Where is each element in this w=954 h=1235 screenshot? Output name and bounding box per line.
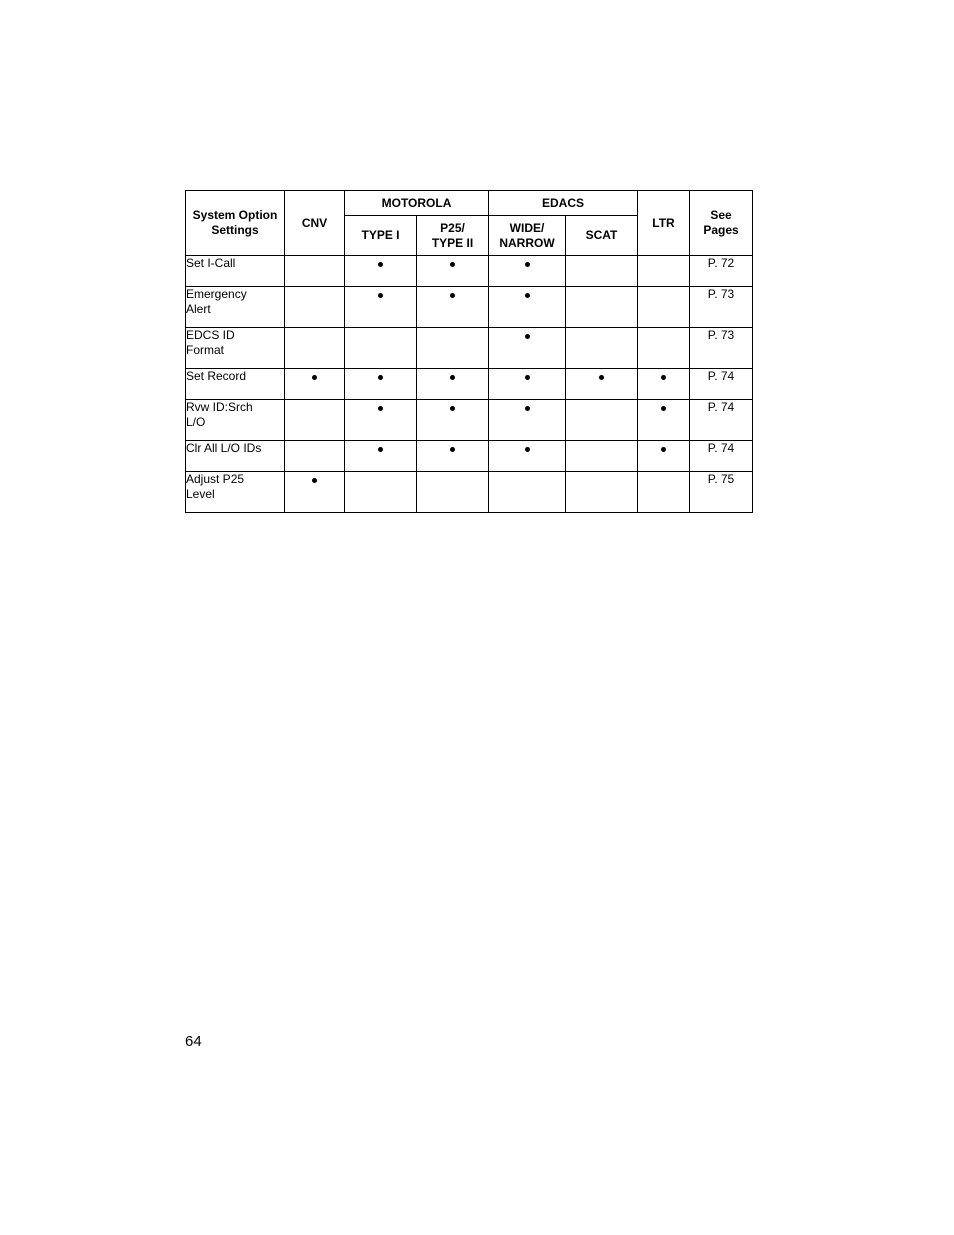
bullet-icon <box>450 375 455 380</box>
support-cell-p25 <box>417 287 489 328</box>
support-cell-p25 <box>417 400 489 441</box>
support-cell-scat <box>566 400 638 441</box>
support-cell-scat <box>566 328 638 369</box>
support-cell-wide <box>489 441 566 472</box>
setting-name <box>186 256 285 287</box>
support-cell-type1 <box>345 472 417 513</box>
setting-name <box>186 400 285 441</box>
table-row <box>186 369 753 400</box>
header-ltr: LTR <box>638 191 690 256</box>
see-page-ref: P. 73 <box>690 328 753 369</box>
table-row <box>186 472 753 513</box>
bullet-icon <box>450 406 455 411</box>
bullet-icon <box>525 406 530 411</box>
support-cell-ltr <box>638 400 690 441</box>
support-cell-cnv <box>285 369 345 400</box>
bullet-icon <box>312 375 317 380</box>
table-row <box>186 328 753 369</box>
support-cell-cnv <box>285 328 345 369</box>
setting-label: Emergency Alert <box>186 287 247 316</box>
support-cell-scat <box>566 441 638 472</box>
bullet-icon <box>378 406 383 411</box>
support-cell-ltr <box>638 472 690 513</box>
bullet-icon <box>378 447 383 452</box>
support-cell-wide <box>489 369 566 400</box>
support-cell-wide <box>489 287 566 328</box>
header-see-pages: See Pages <box>690 191 753 256</box>
bullet-icon <box>661 375 666 380</box>
support-cell-cnv <box>285 400 345 441</box>
support-cell-p25 <box>417 441 489 472</box>
support-cell-wide <box>489 472 566 513</box>
header-cnv: CNV <box>285 191 345 256</box>
setting-name <box>186 472 285 513</box>
support-cell-type1 <box>345 328 417 369</box>
support-cell-type1 <box>345 400 417 441</box>
bullet-icon <box>599 375 604 380</box>
system-options-table <box>185 190 753 513</box>
header-p25-type2: P25/ TYPE II <box>417 216 489 256</box>
see-page-ref: P. 74 <box>690 441 753 472</box>
support-cell-scat <box>566 369 638 400</box>
header-edacs: EDACS <box>489 191 638 216</box>
setting-label: Adjust P25 Level <box>186 472 245 501</box>
page-number: 64 <box>185 1033 202 1050</box>
support-cell-p25 <box>417 472 489 513</box>
bullet-icon <box>378 293 383 298</box>
header-scat: SCAT <box>566 216 638 256</box>
see-page-ref: P. 72 <box>690 256 753 287</box>
setting-label: Set I-Call <box>186 256 236 270</box>
setting-name <box>186 328 285 369</box>
table-row <box>186 400 753 441</box>
setting-name <box>186 441 285 472</box>
see-page-ref: P. 73 <box>690 287 753 328</box>
support-cell-ltr <box>638 287 690 328</box>
support-cell-wide <box>489 400 566 441</box>
support-cell-cnv <box>285 472 345 513</box>
see-page-ref: P. 74 <box>690 369 753 400</box>
table-row <box>186 441 753 472</box>
see-page-ref: P. 74 <box>690 400 753 441</box>
bullet-icon <box>378 375 383 380</box>
support-cell-type1 <box>345 369 417 400</box>
setting-label: Set Record <box>186 369 247 383</box>
setting-label: EDCS ID Format <box>186 328 235 357</box>
setting-name <box>186 287 285 328</box>
bullet-icon <box>525 262 530 267</box>
bullet-icon <box>525 375 530 380</box>
support-cell-cnv <box>285 287 345 328</box>
setting-label: Clr All L/O IDs <box>186 441 262 455</box>
support-cell-scat <box>566 287 638 328</box>
support-cell-ltr <box>638 441 690 472</box>
bullet-icon <box>661 406 666 411</box>
header-settings: System Option Settings <box>186 191 285 256</box>
table-row <box>186 256 753 287</box>
support-cell-wide <box>489 328 566 369</box>
support-cell-ltr <box>638 328 690 369</box>
header-motorola: MOTOROLA <box>345 191 489 216</box>
support-cell-ltr <box>638 369 690 400</box>
header-type1: TYPE I <box>345 216 417 256</box>
table-body <box>186 256 753 513</box>
support-cell-type1 <box>345 441 417 472</box>
support-cell-cnv <box>285 256 345 287</box>
support-cell-type1 <box>345 256 417 287</box>
support-cell-ltr <box>638 256 690 287</box>
header-wide-narrow: WIDE/ NARROW <box>489 216 566 256</box>
support-cell-cnv <box>285 441 345 472</box>
support-cell-scat <box>566 256 638 287</box>
support-cell-p25 <box>417 369 489 400</box>
bullet-icon <box>312 478 317 483</box>
bullet-icon <box>378 262 383 267</box>
bullet-icon <box>525 293 530 298</box>
bullet-icon <box>525 447 530 452</box>
bullet-icon <box>661 447 666 452</box>
support-cell-p25 <box>417 256 489 287</box>
setting-name <box>186 369 285 400</box>
see-page-ref: P. 75 <box>690 472 753 513</box>
table-row <box>186 287 753 328</box>
support-cell-wide <box>489 256 566 287</box>
bullet-icon <box>450 293 455 298</box>
setting-label: Rvw ID:Srch L/O <box>186 400 253 429</box>
support-cell-p25 <box>417 328 489 369</box>
support-cell-scat <box>566 472 638 513</box>
bullet-icon <box>525 334 530 339</box>
bullet-icon <box>450 447 455 452</box>
bullet-icon <box>450 262 455 267</box>
support-cell-type1 <box>345 287 417 328</box>
